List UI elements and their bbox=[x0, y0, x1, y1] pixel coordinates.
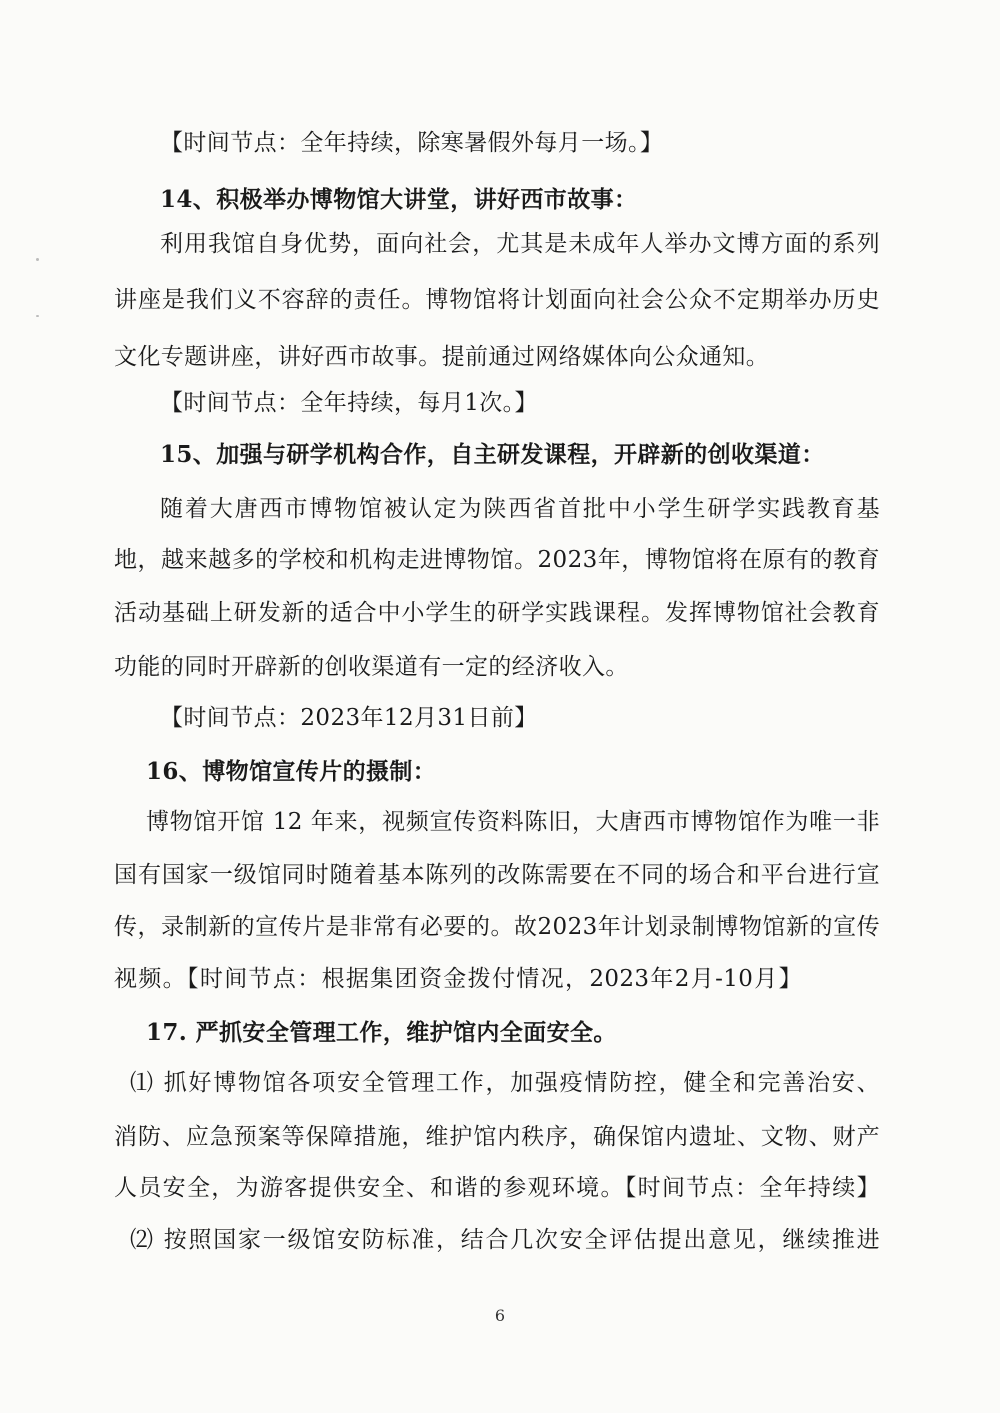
paragraph-line: 消防、应急预案等保障措施，维护馆内秩序，确保馆内遗址、文物、财产 bbox=[114, 1124, 880, 1150]
paragraph-line-with-time-node: 视频。【时间节点：根据集团资金拨付情况，2023年2月-10月】 bbox=[114, 966, 802, 992]
page-number: 6 bbox=[494, 1306, 506, 1325]
scan-speck bbox=[36, 315, 39, 317]
time-node-line: 【时间节点：2023年12月31日前】 bbox=[160, 705, 538, 731]
paragraph-line: 地，越来越多的学校和机构走进博物馆。2023年，博物馆将在原有的教育 bbox=[114, 547, 880, 573]
list-item-2-line: ⑵ 按照国家一级馆安防标准，结合几次安全评估提出意见，继续推进 bbox=[130, 1227, 880, 1253]
scan-speck bbox=[36, 258, 39, 261]
time-node-line: 【时间节点：全年持续，除寒暑假外每月一场。】 bbox=[160, 130, 664, 156]
section-17-heading: 17. 严抓安全管理工作，维护馆内全面安全。 bbox=[146, 1019, 617, 1046]
list-item-1-line: ⑴ 抓好博物馆各项安全管理工作，加强疫情防控，健全和完善治安、 bbox=[130, 1070, 880, 1096]
paragraph-line: 讲座是我们义不容辞的责任。博物馆将计划面向社会公众不定期举办历史 bbox=[114, 287, 880, 313]
paragraph-line: 功能的同时开辟新的创收渠道有一定的经济收入。 bbox=[114, 654, 629, 680]
time-node-line: 【时间节点：全年持续，每月1次。】 bbox=[160, 390, 538, 416]
paragraph-line: 文化专题讲座，讲好西市故事。提前通过网络媒体向公众通知。 bbox=[114, 344, 770, 370]
paragraph-line: 活动基础上研发新的适合中小学生的研学实践课程。发挥博物馆社会教育 bbox=[114, 600, 880, 626]
section-15-heading: 15、加强与研学机构合作，自主研发课程，开辟新的创收渠道： bbox=[160, 441, 825, 468]
paragraph-line: 利用我馆自身优势，面向社会，尤其是未成年人举办文博方面的系列 bbox=[160, 231, 880, 257]
paragraph-line: 国有国家一级馆同时随着基本陈列的改陈需要在不同的场合和平台进行宣 bbox=[114, 862, 880, 888]
paragraph-line-with-time-node: 人员安全，为游客提供安全、和谐的参观环境。【时间节点：全年持续】 bbox=[114, 1175, 880, 1201]
section-16-heading: 16、博物馆宣传片的摄制： bbox=[146, 758, 437, 785]
section-14-heading: 14、积极举办博物馆大讲堂，讲好西市故事： bbox=[160, 186, 638, 213]
paragraph-line: 随着大唐西市博物馆被认定为陕西省首批中小学生研学实践教育基 bbox=[160, 496, 880, 522]
paragraph-line: 传，录制新的宣传片是非常有必要的。故2023年计划录制博物馆新的宣传 bbox=[114, 914, 880, 940]
paragraph-line: 博物馆开馆 12 年来，视频宣传资料陈旧，大唐西市博物馆作为唯一非 bbox=[146, 809, 880, 835]
